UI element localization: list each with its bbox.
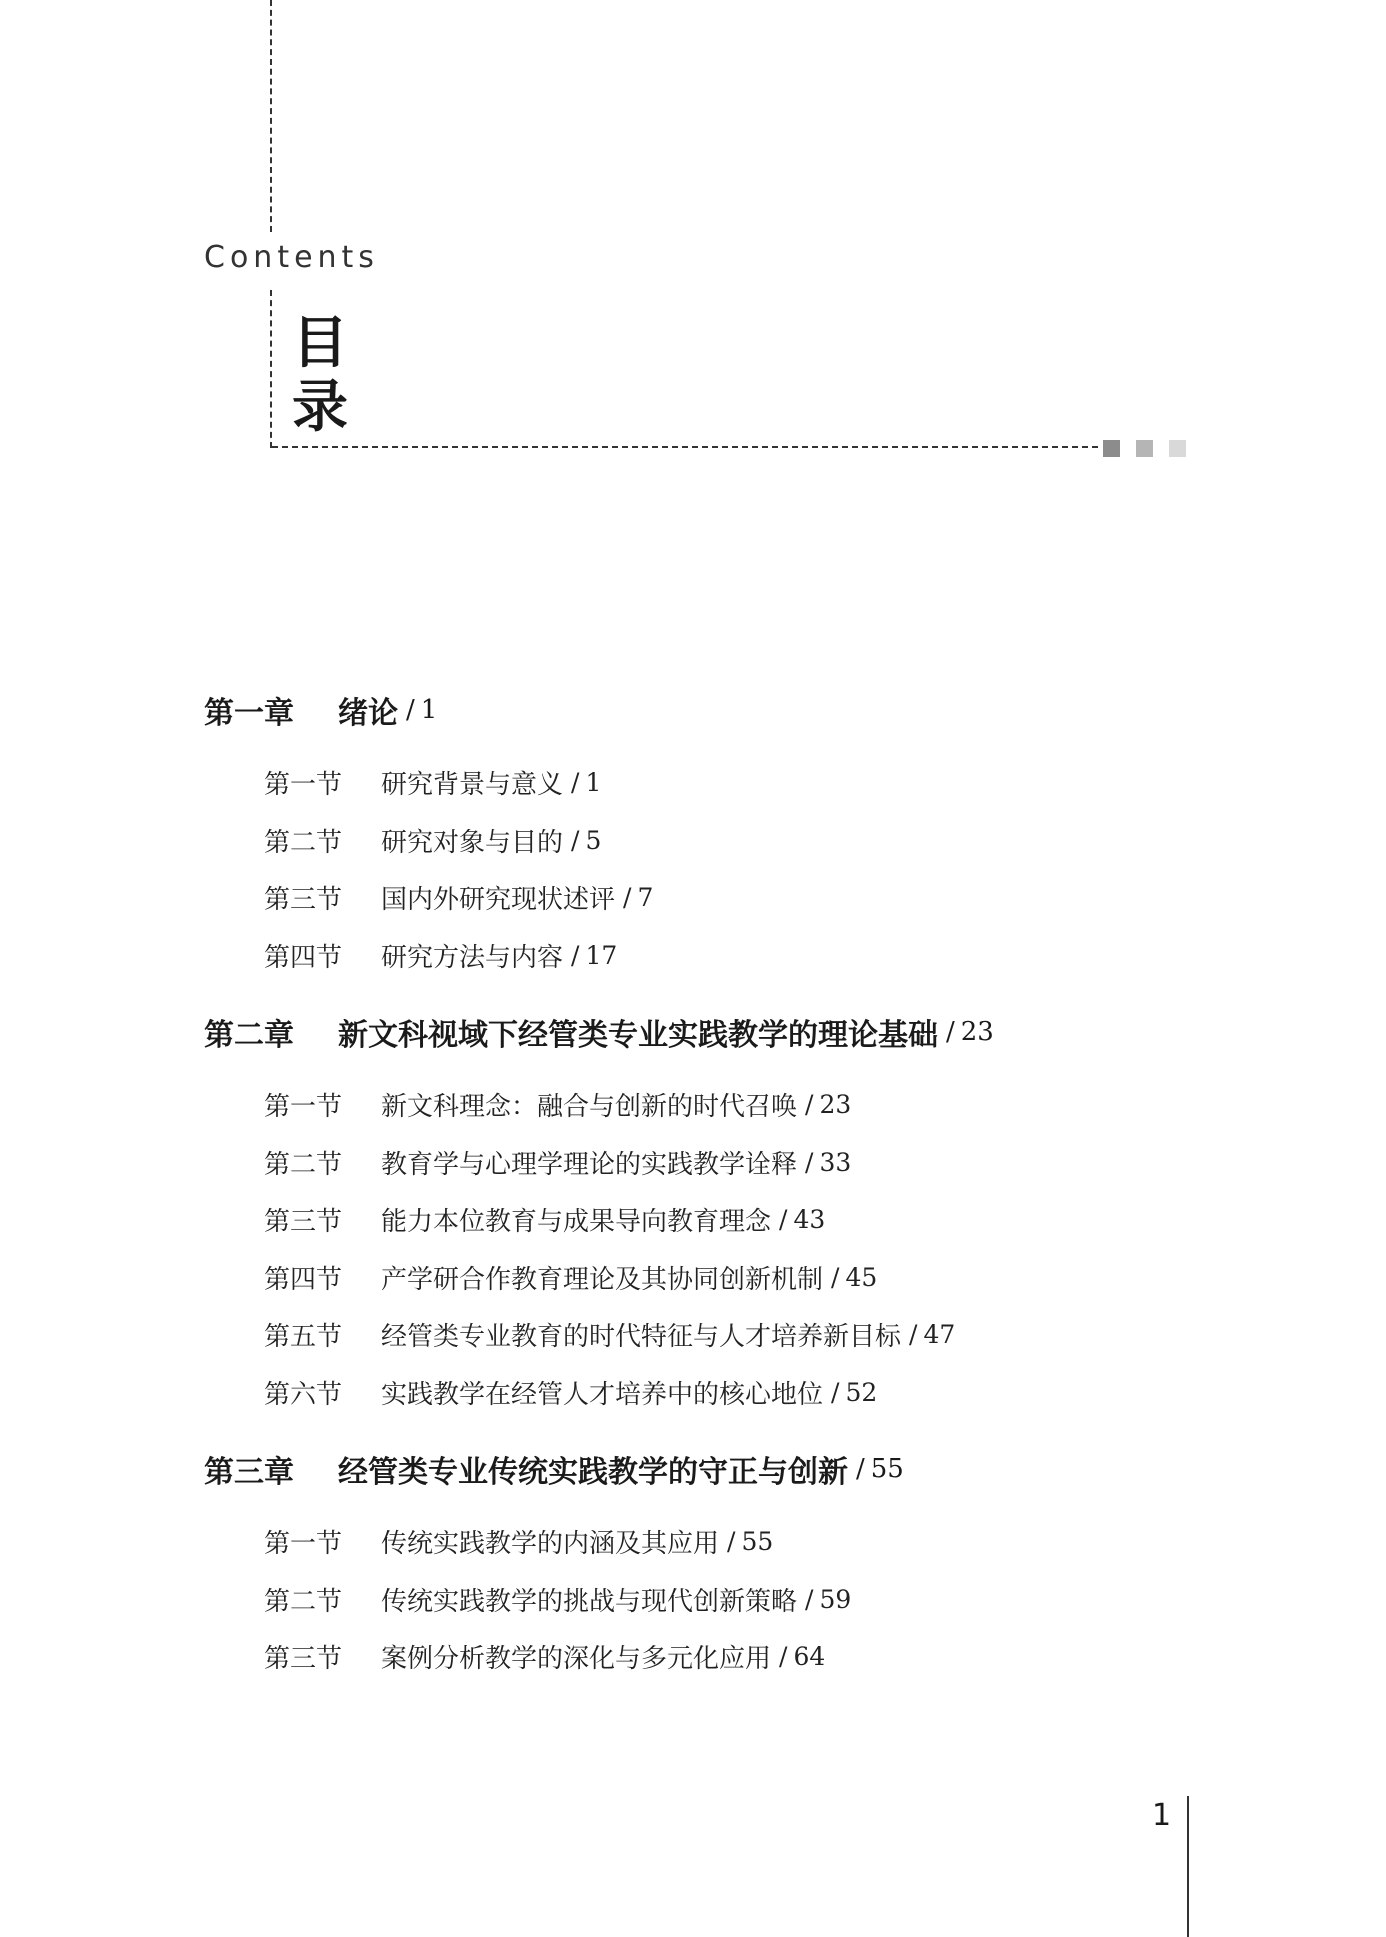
chapter-number: 第一章: [204, 696, 294, 731]
section-page: 43: [793, 1205, 826, 1235]
section-title: 实践教学在经管人才培养中的核心地位: [381, 1379, 824, 1410]
section-number: 第四节: [264, 942, 343, 973]
header-dashed-line-vertical-top: [270, 0, 272, 232]
section-page: 1: [585, 768, 602, 798]
section-page: 7: [637, 883, 654, 913]
section-page: 55: [741, 1527, 774, 1557]
toc-section[interactable]: [204, 1628, 1204, 1686]
decor-square-light: [1169, 440, 1186, 457]
section-page: 59: [819, 1584, 852, 1614]
section-number: 第二节: [264, 1149, 343, 1180]
section-number: 第三节: [264, 885, 343, 916]
section-title: 教育学与心理学理论的实践教学诠释: [381, 1149, 798, 1180]
section-page: 52: [845, 1377, 878, 1407]
toc-section[interactable]: [204, 754, 1204, 812]
page-separator: /: [856, 1454, 865, 1484]
chapter-number: 第二章: [204, 1018, 294, 1053]
table-of-contents: [204, 680, 1204, 1686]
page-separator: /: [946, 1017, 955, 1047]
footer-vertical-rule: [1187, 1796, 1189, 1937]
decor-square-medium: [1136, 440, 1153, 457]
section-title: 研究对象与目的: [381, 827, 564, 858]
toc-section[interactable]: [204, 812, 1204, 870]
page-separator: /: [571, 940, 580, 970]
section-title: 产学研合作教育理论及其协同创新机制: [381, 1264, 824, 1295]
section-title: 国内外研究现状述评: [381, 885, 616, 916]
section-page: 33: [819, 1147, 852, 1177]
page-separator: /: [831, 1377, 840, 1407]
section-title: 案例分析教学的深化与多元化应用: [381, 1644, 772, 1675]
section-page: 47: [923, 1320, 956, 1350]
toc-section[interactable]: [204, 1571, 1204, 1629]
section-number: 第二节: [264, 827, 343, 858]
toc-section[interactable]: [204, 1513, 1204, 1571]
toc-section[interactable]: [204, 927, 1204, 985]
toc-section[interactable]: [204, 1076, 1204, 1134]
section-number: 第一节: [264, 1529, 343, 1560]
page-title: [292, 312, 362, 440]
decor-square-dark: [1103, 440, 1120, 457]
chapter-number: 第三章: [204, 1455, 294, 1490]
toc-section[interactable]: [204, 1134, 1204, 1192]
toc-section[interactable]: [204, 1306, 1204, 1364]
section-title: 经管类专业教育的时代特征与人才培养新目标: [381, 1322, 902, 1353]
section-number: 第三节: [264, 1644, 343, 1675]
page-title-char-1: 目: [292, 311, 348, 376]
chapter-title: 经管类专业传统实践教学的守正与创新: [338, 1455, 848, 1490]
section-title: 新文科理念：融合与创新的时代召唤: [381, 1092, 798, 1123]
spacer: [204, 984, 1204, 1002]
contents-label: Contents: [204, 240, 379, 275]
section-number: 第二节: [264, 1586, 343, 1617]
section-number: 第四节: [264, 1264, 343, 1295]
section-title: 能力本位教育与成果导向教育理念: [381, 1207, 772, 1238]
header-dashed-line-horizontal: [272, 446, 1098, 448]
section-title: 研究背景与意义: [381, 770, 564, 801]
page-separator: /: [805, 1147, 814, 1177]
toc-chapter-1[interactable]: [204, 680, 1204, 740]
page-title-char-2: 录: [292, 375, 348, 440]
section-number: 第五节: [264, 1322, 343, 1353]
page-separator: /: [571, 768, 580, 798]
page-separator: /: [779, 1205, 788, 1235]
chapter-page: 1: [420, 695, 438, 725]
spacer: [204, 1421, 1204, 1439]
page-separator: /: [909, 1320, 918, 1350]
page-separator: /: [805, 1584, 814, 1614]
page-separator: /: [406, 695, 415, 725]
page-separator: /: [805, 1090, 814, 1120]
section-page: 64: [793, 1642, 826, 1672]
toc-chapter-3[interactable]: [204, 1439, 1204, 1499]
header-dashed-line-vertical-bottom: [270, 290, 272, 448]
section-page: 17: [585, 940, 618, 970]
toc-section[interactable]: [204, 1249, 1204, 1307]
section-number: 第六节: [264, 1379, 343, 1410]
page-separator: /: [727, 1527, 736, 1557]
chapter-page: 55: [870, 1454, 904, 1484]
chapter-page: 23: [960, 1017, 994, 1047]
section-page: 23: [819, 1090, 852, 1120]
section-title: 传统实践教学的内涵及其应用: [381, 1529, 720, 1560]
section-title: 传统实践教学的挑战与现代创新策略: [381, 1586, 798, 1617]
toc-section[interactable]: [204, 1364, 1204, 1422]
section-number: 第一节: [264, 770, 343, 801]
chapter-title: 新文科视域下经管类专业实践教学的理论基础: [338, 1018, 938, 1053]
toc-section[interactable]: [204, 1191, 1204, 1249]
section-page: 45: [845, 1262, 878, 1292]
page-separator: /: [571, 825, 580, 855]
page-number: 1: [1152, 1798, 1172, 1833]
page-separator: /: [623, 883, 632, 913]
section-title: 研究方法与内容: [381, 942, 564, 973]
section-number: 第三节: [264, 1207, 343, 1238]
chapter-title: 绪论: [338, 696, 398, 731]
toc-section[interactable]: [204, 869, 1204, 927]
section-number: 第一节: [264, 1092, 343, 1123]
page-separator: /: [779, 1642, 788, 1672]
toc-chapter-2[interactable]: [204, 1002, 1204, 1062]
section-page: 5: [585, 825, 602, 855]
page-separator: /: [831, 1262, 840, 1292]
